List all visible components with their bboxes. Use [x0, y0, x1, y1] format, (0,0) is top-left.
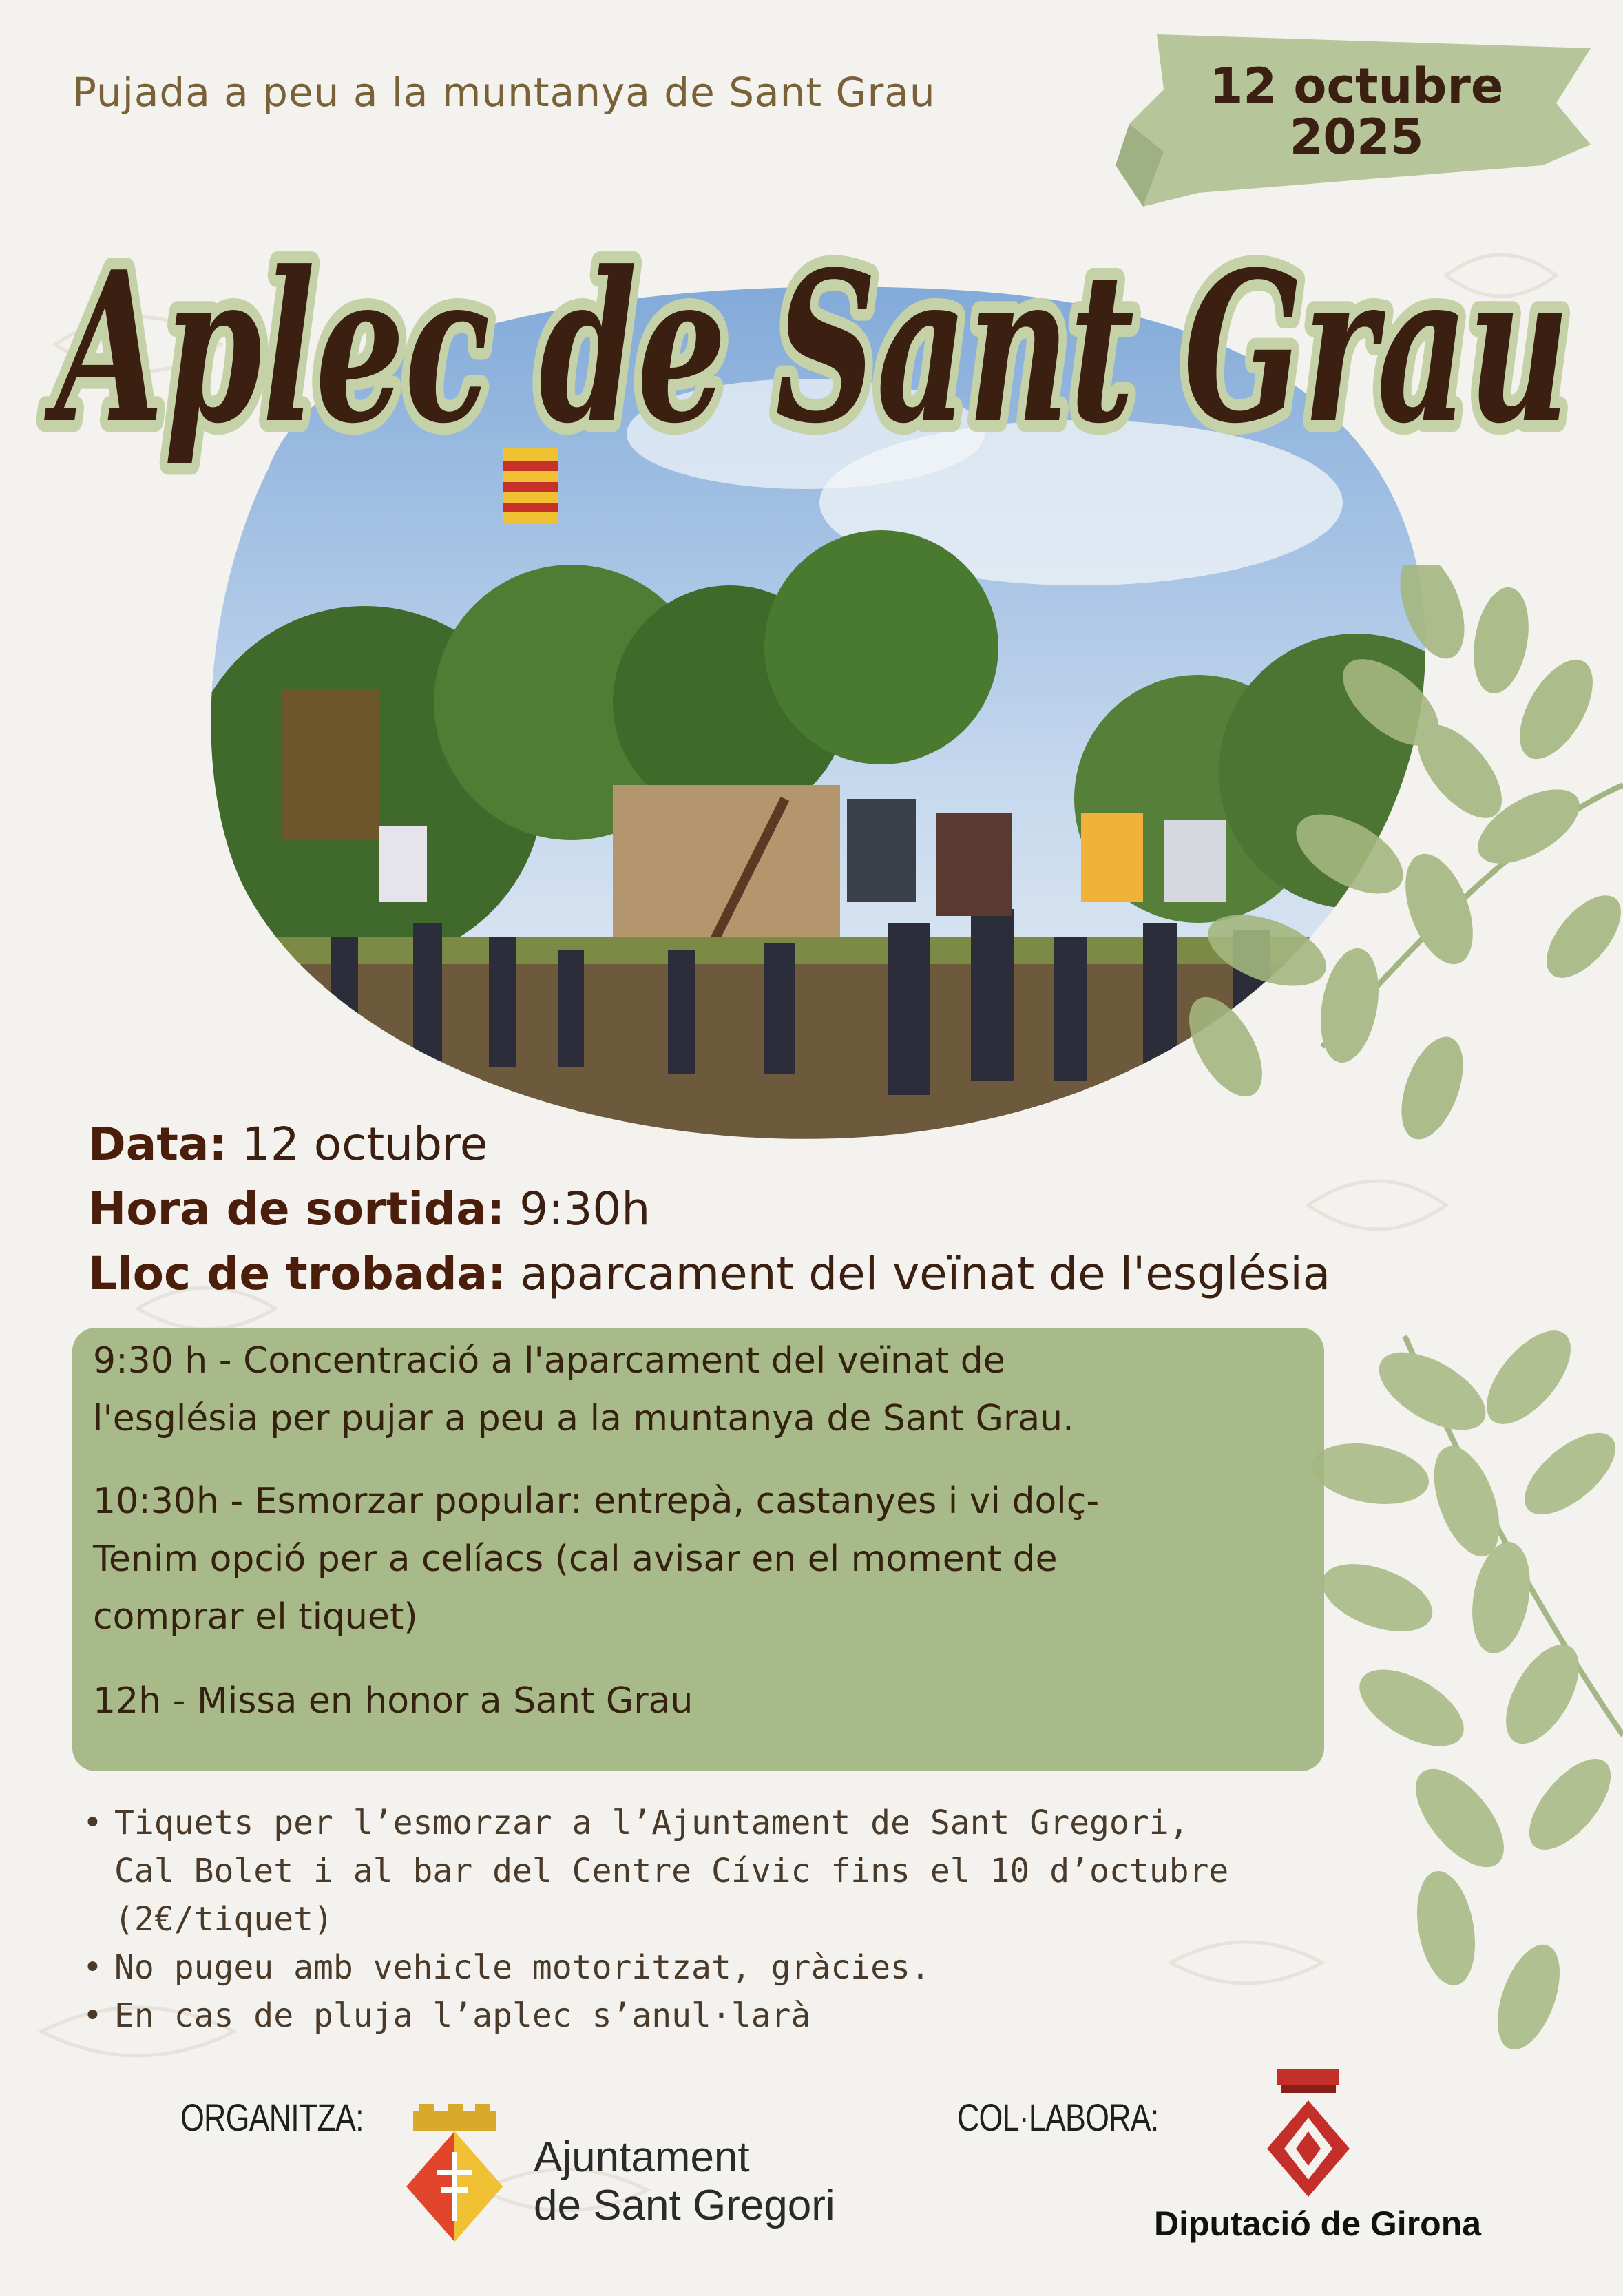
- schedule-box: [72, 1328, 1324, 1771]
- note-vehicle: [83, 1943, 1405, 1992]
- schedule-item-2-line-2: Tenim opció per a celíacs (cal avisar en el moment de: [93, 1538, 1058, 1580]
- note-rain: [83, 1992, 1405, 2040]
- event-title: [21, 165, 1604, 496]
- schedule-item-1-line-1: 9:30 h - Concentració a l'aparcament del veïnat de: [93, 1340, 1005, 1381]
- schedule-item-2-line-1: 10:30h - Esmorzar popular: entrepà, castanyes i vi dolç-: [93, 1481, 1100, 1522]
- info-place-label: Lloc de trobada:: [88, 1247, 506, 1300]
- ajuntament-sant-gregori-name: [534, 2133, 835, 2230]
- note-tickets-line-2: Cal Bolet i al bar del Centre Cívic fins el 10 d’octubre: [114, 1852, 1229, 1890]
- info-time-label: Hora de sortida:: [88, 1182, 505, 1235]
- collabora-label: COL·LABORA:: [957, 2096, 1159, 2139]
- diputacio-girona-name: Diputació de Girona: [1154, 2204, 1482, 2243]
- info-place-value: aparcament del veïnat de l'església: [520, 1247, 1331, 1300]
- org-name-line-2: de Sant Gregori: [534, 2182, 835, 2229]
- note-bullet: •: [83, 1804, 103, 1842]
- note-tickets-line-1: Tiquets per l’esmorzar a l’Ajuntament de Sant Gregori,: [114, 1804, 1189, 1842]
- date-badge-day: 12 octubre: [1209, 58, 1504, 114]
- note-rain-text: En cas de pluja l’aplec s’anul·larà: [114, 1996, 811, 2035]
- note-tickets-line-3: (2€/tiquet): [114, 1900, 333, 1939]
- note-bullet: •: [83, 1948, 103, 1987]
- info-date-label: Data:: [88, 1118, 227, 1171]
- info-date-value: 12 octubre: [241, 1118, 488, 1171]
- ajuntament-sant-gregori-logo: [399, 2104, 510, 2242]
- schedule-item-2-line-3: comprar el tiquet): [93, 1596, 418, 1638]
- note-tickets: [83, 1799, 1405, 1943]
- schedule-item-1-line-2: l'església per pujar a peu a la muntanya de Sant Grau.: [93, 1398, 1074, 1439]
- event-date-badge: [1184, 58, 1529, 165]
- notes-list: [83, 1799, 1405, 2040]
- organiza-label: ORGANITZA:: [180, 2096, 364, 2139]
- diputacio-girona-logo: [1260, 2069, 1357, 2200]
- note-bullet: •: [83, 1996, 103, 2035]
- note-vehicle-text: No pugeu amb vehicle motoritzat, gràcies.: [114, 1948, 930, 1987]
- org-name-line-1: Ajuntament: [534, 2133, 750, 2181]
- event-title-text: Aplec de Sant Grau: [44, 226, 1571, 469]
- event-subtitle: Pujada a peu a la muntanya de Sant Grau: [72, 69, 936, 116]
- schedule-item-3: 12h - Missa en honor a Sant Grau: [93, 1680, 693, 1722]
- info-time-value: 9:30h: [519, 1182, 651, 1235]
- date-badge-year: 2025: [1289, 109, 1424, 165]
